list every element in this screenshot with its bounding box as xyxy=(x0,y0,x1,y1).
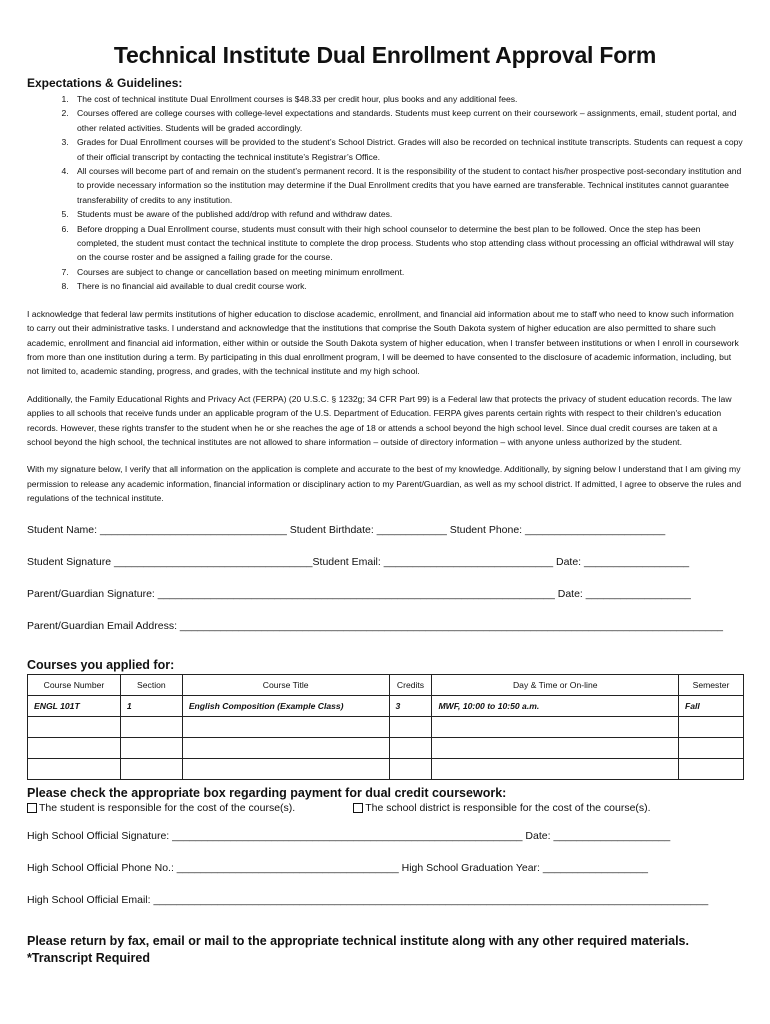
table-cell[interactable] xyxy=(679,758,744,779)
signature-paragraph: With my signature below, I verify that all information on the application is complete and accurate to the best of my knowledge. Additionally, by signing below I understand that I am giving my permission to release any academic information, financial information or disciplinary action to my Parent/Guardian, as well as my school district. If admitted, I agree to observe the rules and regulations of the technical institute. xyxy=(27,464,742,504)
guideline-item: 1. The cost of technical institute Dual Enrollment courses is $48.33 per credit hour, plus books and any additional fees. xyxy=(71,92,743,106)
column-header: Semester xyxy=(679,674,744,695)
hs-phone-line[interactable]: High School Official Phone No.: ______________________________________ High School Graduation Year: __________________ xyxy=(27,861,649,874)
guideline-item: 3. Grades for Dual Enrollment courses will be provided to the student’s School District. Grades will also be recorded on technical institute transcripts. Students can request a copy of their official transcript by contacting the technical institute’s Registrar’s Office. xyxy=(71,135,743,164)
table-cell[interactable] xyxy=(28,716,121,737)
table-cell[interactable] xyxy=(182,737,389,758)
student-signature-line[interactable]: Student Signature __________________________________Student Email: _____________________________ Date: __________________ xyxy=(27,555,690,568)
courses-heading: Courses you applied for: xyxy=(27,657,175,672)
table-cell[interactable] xyxy=(679,737,744,758)
table-cell[interactable] xyxy=(679,716,744,737)
table-cell[interactable]: MWF, 10:00 to 10:50 a.m. xyxy=(432,695,679,716)
table-row xyxy=(28,737,744,758)
guidelines-heading: Expectations & Guidelines: xyxy=(27,76,183,90)
student-name-line[interactable]: Student Name: ________________________________ Student Birthdate: ____________ Student Phone: ________________________ xyxy=(27,523,666,536)
student-fields xyxy=(27,514,743,642)
table-cell[interactable]: Fall xyxy=(679,695,744,716)
high-school-fields xyxy=(27,820,743,916)
table-cell[interactable]: 3 xyxy=(389,695,432,716)
column-header: Course Number xyxy=(28,674,121,695)
guideline-item: 4. All courses will become part of and remain on the student’s permanent record. It is the responsibility of the student to contact his/her prospective post-secondary institution and to provide necessary information so the institution may determine if the Dual Enrollment credits that you have earned are transferable. Technical institutes cannot guarantee transferability of credits to any institution. xyxy=(71,164,743,207)
checkbox-student-pays[interactable] xyxy=(27,803,37,813)
column-header: Section xyxy=(120,674,182,695)
hs-signature-line[interactable]: High School Official Signature: ____________________________________________________________ Date: ____________________ xyxy=(27,829,671,842)
ferpa-paragraph: Additionally, the Family Educational Rights and Privacy Act (FERPA) (20 U.S.C. § 1232g; 34 CFR Part 99) is a Federal law that protects the privacy of student education records. The law applies to all schools that receive funds under an applicable program of the U.S. Department of Education. FERPA gives parents certain rights with respect to their children's education records. However, these rights transfer to the student when he or she reaches the age of 18 or attends a school beyond the high school level. Since dual credit courses are taken at a school beyond the high school, the technical institutes are not allowed to share information – outside of directory information – with anyone unless authorized by the student. xyxy=(27,393,732,447)
acknowledgement-paragraph: I acknowledge that federal law permits institutions of higher education to disclose academic, enrollment, and financial aid information about me to staff who need to know such information to carry out their administrative tasks. I understand and acknowledge that the institutions that comprise the South Dakota system of higher education are also permitted to share such academic, enrollment and financial aid information, either within or outside the South Dakota system of higher education, when I transfer between institutions or when I enroll in coursework from more than one institution during a term. By participating in this dual enrollment program, I will be deemed to have consented to the disclosure of academic information, including, but not limited to, academic standing, progress, and grades, with the technical institute and my high school. xyxy=(27,308,739,377)
table-cell[interactable] xyxy=(432,737,679,758)
payment-option-district[interactable] xyxy=(353,802,650,814)
payment-option-student[interactable] xyxy=(27,802,295,814)
table-row xyxy=(28,695,744,716)
column-header: Credits xyxy=(389,674,432,695)
table-row xyxy=(28,716,744,737)
table-cell[interactable] xyxy=(389,737,432,758)
table-cell[interactable] xyxy=(432,758,679,779)
guidelines-list xyxy=(71,92,743,294)
parent-email-line[interactable]: Parent/Guardian Email Address: _____________________________________________________________________________________________ xyxy=(27,619,723,632)
table-header-row xyxy=(28,674,744,695)
guideline-item: 6. Before dropping a Dual Enrollment course, students must consult with their high school counselor to determine the best plan to be followed. Once the step has been completed, the student must contact the technical institute to complete the drop process. Students who stop attending class without processing an official withdrawal will stay on the course roster and be assigned a failing grade for the course. xyxy=(71,222,743,265)
payment-option-student-label: The student is responsible for the cost of the course(s). xyxy=(39,801,296,814)
table-cell[interactable] xyxy=(182,716,389,737)
table-cell[interactable]: 1 xyxy=(120,695,182,716)
table-cell[interactable] xyxy=(120,737,182,758)
table-cell[interactable] xyxy=(389,716,432,737)
table-cell[interactable]: ENGL 101T xyxy=(28,695,121,716)
table-cell[interactable] xyxy=(182,758,389,779)
hs-email-line[interactable]: High School Official Email: _______________________________________________________________________________________________ xyxy=(27,893,709,906)
table-row xyxy=(28,758,744,779)
guideline-item: 2. Courses offered are college courses with college-level expectations and standards. Students must keep current on their coursework – assignments, email, student portal, and other related activities. Students will be graded accordingly. xyxy=(71,106,743,135)
payment-options xyxy=(27,802,743,814)
form-title: Technical Institute Dual Enrollment Approval Form xyxy=(113,42,657,68)
table-cell[interactable] xyxy=(389,758,432,779)
table-cell[interactable]: English Composition (Example Class) xyxy=(182,695,389,716)
guideline-item: 8. There is no financial aid available to dual credit course work. xyxy=(71,279,743,293)
transcript-note: *Transcript Required xyxy=(27,950,150,965)
table-cell[interactable] xyxy=(28,758,121,779)
guideline-item: 5. Students must be aware of the published add/drop with refund and withdraw dates. xyxy=(71,207,743,221)
courses-table xyxy=(27,674,744,780)
table-cell[interactable] xyxy=(120,716,182,737)
payment-option-district-label: The school district is responsible for the cost of the course(s). xyxy=(365,801,651,814)
column-header: Day & Time or On-line xyxy=(432,674,679,695)
table-cell[interactable] xyxy=(120,758,182,779)
table-cell[interactable] xyxy=(28,737,121,758)
payment-heading: Please check the appropriate box regarding payment for dual credit coursework: xyxy=(27,785,507,800)
table-cell[interactable] xyxy=(432,716,679,737)
column-header: Course Title xyxy=(182,674,389,695)
return-instructions: Please return by fax, email or mail to the appropriate technical institute along with any other required materials. xyxy=(27,933,689,948)
guideline-item: 7. Courses are subject to change or cancellation based on meeting minimum enrollment. xyxy=(71,265,743,279)
parent-signature-line[interactable]: Parent/Guardian Signature: ____________________________________________________________________ Date: __________________ xyxy=(27,587,691,600)
checkbox-district-pays[interactable] xyxy=(353,803,363,813)
